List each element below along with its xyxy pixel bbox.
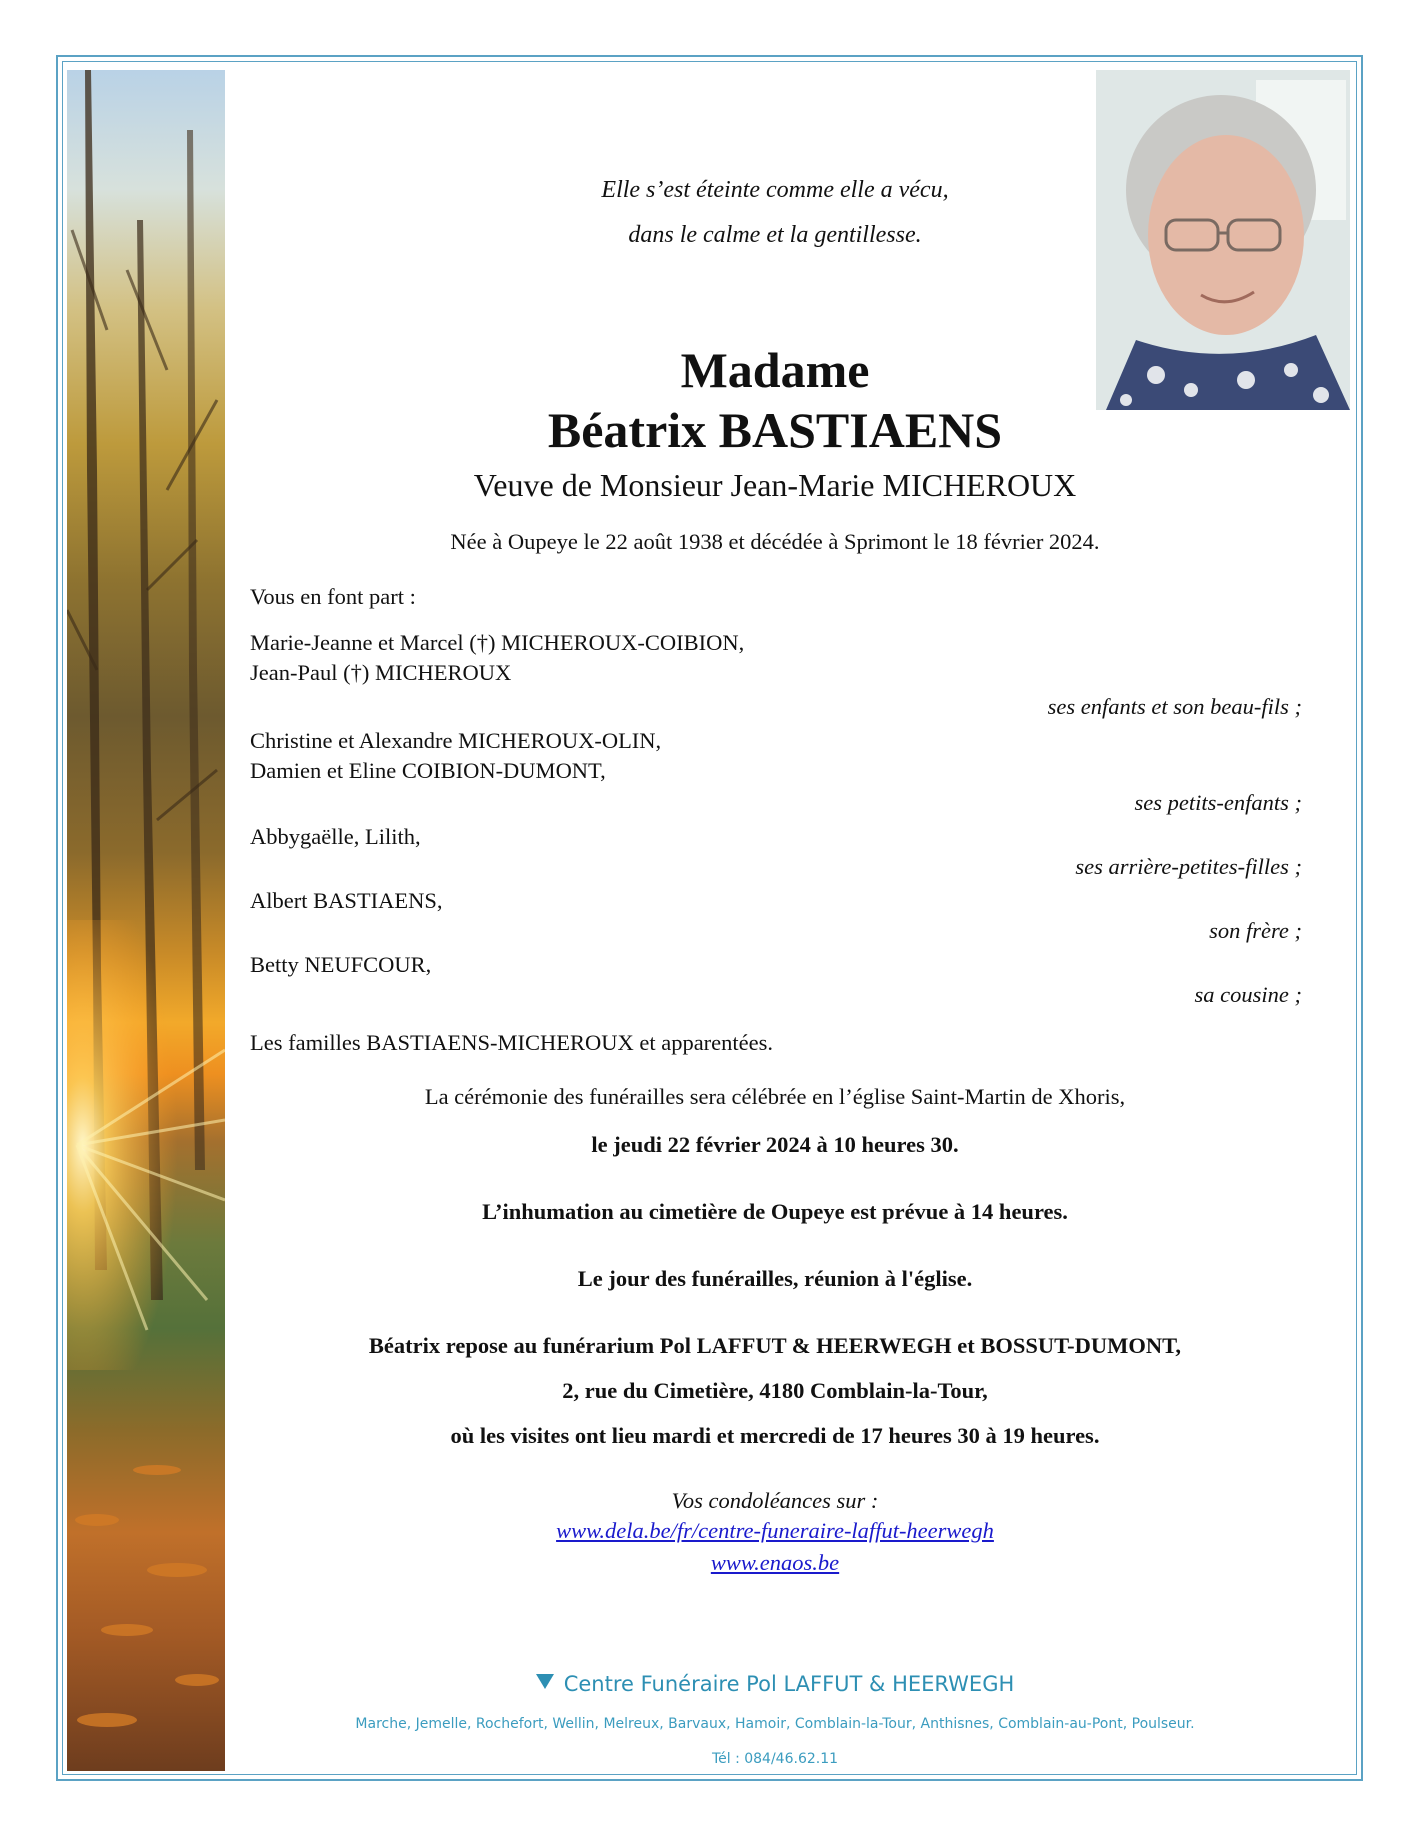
widow-of: Veuve de Monsieur Jean-Marie MICHEROUX (473, 467, 1077, 503)
family-name: Damien et Eline COIBION-DUMONT, (250, 758, 606, 783)
family-relation: ses petits-enfants ; (1134, 790, 1302, 815)
families-line: Les familles BASTIAENS-MICHEROUX et apparentées. (250, 1030, 774, 1055)
portrait-photo (1096, 70, 1350, 410)
condolences-label: Vos condoléances sur : (671, 1488, 879, 1513)
honorific: Madame (680, 342, 870, 398)
epitaph-line-1: Elle s’est éteinte comme elle a vécu, (601, 177, 949, 203)
burial-info: L’inhumation au cimetière de Oupeye est prévue à 14 heures. (482, 1199, 1068, 1224)
funerarium-address: 2, rue du Cimetière, 4180 Comblain-la-Tour, (562, 1378, 988, 1403)
funeral-home-phone: Tél : 084/46.62.11 (711, 1751, 839, 1767)
funeral-home-label: Centre Funéraire Pol LAFFUT & HEERWEGH (563, 1672, 1015, 1696)
condolences-link-dela[interactable]: www.dela.be/fr/centre-funeraire-laffut-heerwegh (556, 1518, 994, 1543)
ceremony-date: le jeudi 22 février 2024 à 10 heures 30. (591, 1132, 959, 1157)
family-relation: ses arrière-petites-filles ; (1075, 854, 1302, 879)
family-name: Betty NEUFCOUR, (250, 952, 432, 977)
condolences-link-enaos[interactable]: www.enaos.be (710, 1550, 840, 1575)
announcement-intro: Vous en font part : (250, 584, 416, 609)
birth-death: Née à Oupeye le 22 août 1938 et décédée à Sprimont le 18 février 2024. (450, 529, 1100, 554)
family-relation: sa cousine ; (1194, 982, 1302, 1007)
funeral-home-name (250, 1670, 1300, 1698)
family-name: Jean-Paul (†) MICHEROUX (250, 660, 512, 685)
triangle-down-icon (536, 1674, 554, 1689)
family-relation: son frère ; (1209, 918, 1302, 943)
family-name: Marie-Jeanne et Marcel (†) MICHEROUX-COIBION, (250, 630, 745, 655)
deceased-name: Béatrix BASTIAENS (547, 402, 1003, 458)
funeral-home-locations: Marche, Jemelle, Rochefort, Wellin, Melreux, Barvaux, Hamoir, Comblain-la-Tour, Anthisnes, Comblain-au-Pont, Poulseur. (355, 1716, 1195, 1732)
autumn-forest-image (67, 70, 225, 1771)
epitaph (520, 168, 1030, 258)
meeting-info: Le jour des funérailles, réunion à l'église. (577, 1266, 973, 1291)
family-name: Albert BASTIAENS, (250, 888, 443, 913)
funerarium-line: Béatrix repose au funérarium Pol LAFFUT & HEERWEGH et BOSSUT-DUMONT, (368, 1333, 1182, 1358)
family-name: Abbygaëlle, Lilith, (250, 824, 421, 849)
visit-hours: où les visites ont lieu mardi et mercredi de 17 heures 30 à 19 heures. (450, 1423, 1100, 1448)
ceremony-line: La cérémonie des funérailles sera célébrée en l’église Saint-Martin de Xhoris, (424, 1084, 1126, 1109)
family-relation: ses enfants et son beau-fils ; (1047, 694, 1302, 719)
family-name: Christine et Alexandre MICHEROUX-OLIN, (250, 728, 662, 753)
epitaph-line-2: dans le calme et la gentillesse. (628, 222, 922, 248)
